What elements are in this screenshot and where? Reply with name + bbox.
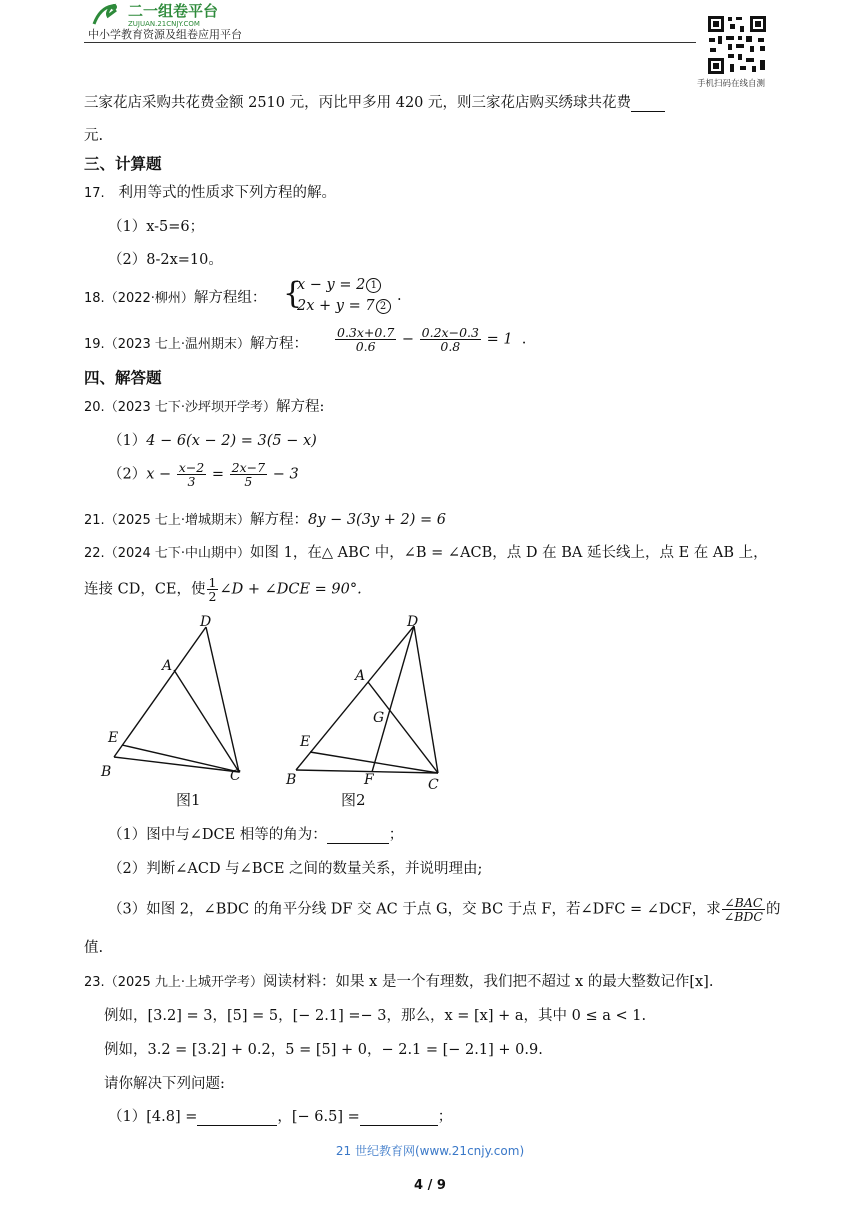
q17-part-2: （2）8-2x=10。	[108, 252, 223, 268]
question-number: 22.	[84, 546, 105, 561]
answer-blank[interactable]	[197, 1109, 277, 1126]
part-label: （2）	[108, 466, 147, 483]
figure-2	[296, 626, 438, 773]
segment-ec	[122, 745, 239, 772]
answer-blank[interactable]	[360, 1109, 438, 1126]
label-e: E	[108, 730, 119, 746]
fraction-numerator: 1	[208, 575, 217, 590]
question-source: （2025 七上·增城期末）	[104, 513, 251, 528]
part-label: （1）	[108, 433, 147, 449]
question-stem: 阅读材料：如果 x 是一个有理数，我们把不超过 x 的最大整数记作[x].	[263, 974, 714, 990]
part-text: （3）如图 2，∠BDC 的角平分线 DF 交 AC 于点 G，交 BC 于点 F，若∠DFC = ∠DCF，求	[108, 901, 721, 918]
header-subtitle: 中小学教育资源及组卷应用平台	[88, 28, 242, 41]
fraction-numerator: ∠BAC	[722, 896, 765, 910]
label-g: G	[373, 710, 385, 726]
qr-caption: 手机扫码在线自测	[697, 79, 766, 89]
segment-bd	[296, 626, 414, 770]
part-text: 的	[765, 901, 781, 918]
q18-end: .	[397, 288, 402, 304]
question-number: 21.	[84, 513, 105, 528]
label-b: B	[286, 772, 297, 788]
question-number: 19.	[84, 337, 105, 352]
fraction	[230, 461, 267, 488]
question-23	[84, 970, 713, 991]
question-number: 18.	[84, 291, 105, 306]
q23-example-2: 例如，3.2 = [3.2] + 0.2，5 = [5] + 0，− 2.1 = [− 2.1] + 0.9.	[104, 1042, 543, 1058]
question-stem: 解方程组：	[193, 290, 267, 306]
section-title-answer: 四、解答题	[84, 369, 162, 387]
label-e: E	[300, 734, 311, 750]
fraction-numerator: 0.3x+0.7	[337, 325, 395, 340]
q22-line-2	[84, 576, 362, 603]
fraction	[177, 461, 206, 488]
system-brace: {	[283, 276, 303, 311]
q22-part-1	[108, 823, 403, 844]
page-number: 4 / 9	[414, 1178, 446, 1193]
question-source: （2023 七上·温州期末）	[104, 337, 251, 352]
qr-code-icon[interactable]	[706, 14, 768, 76]
question-source: （2022·柳州）	[104, 291, 194, 306]
q23-example-1: 例如，[3.2] = 3，[5] = 5，[− 2.1] =− 3，那么，x = [x] + a，其中 0 ≤ a < 1.	[104, 1008, 647, 1024]
question-number: 23.	[84, 975, 105, 990]
q22-part-3	[108, 896, 780, 923]
circled-number: 2	[376, 299, 391, 314]
segment-bc	[114, 757, 239, 772]
operator: −	[401, 331, 415, 348]
circled-number: 1	[366, 278, 381, 293]
question-source: （2025 九上·上城开学考）	[104, 975, 264, 990]
fraction-numerator: x−2	[178, 460, 205, 475]
question-stem: 如图 1，在△ ABC 中，∠B = ∠ACB，点 D 在 BA 延长线上，点 E 在 AB 上，	[250, 545, 768, 561]
question-source: （2024 七下·中山期中）	[104, 546, 251, 561]
question-21	[84, 508, 446, 529]
equation-text: 2x + y = 7	[297, 298, 375, 314]
header-divider	[84, 42, 696, 43]
question-stem: 解方程：	[250, 336, 309, 352]
fraction	[207, 576, 219, 603]
label-b: B	[101, 764, 112, 780]
segment-bd	[114, 627, 206, 757]
fraction-denominator: 0.6	[355, 339, 376, 354]
question-number: 17.	[84, 186, 105, 201]
question-17	[84, 181, 336, 202]
fraction	[335, 326, 396, 353]
answer-blank[interactable]	[327, 827, 389, 844]
q17-part-1: （1）x-5=6；	[108, 219, 205, 235]
equation: 4 − 6(x − 2) = 3(5 − x)	[146, 433, 317, 449]
fraction-denominator: ∠BDC	[723, 909, 763, 924]
fraction-denominator: 5	[244, 474, 253, 489]
carry-line-1	[84, 91, 665, 112]
equation-part: x −	[146, 466, 172, 483]
segment-dc	[414, 626, 438, 773]
label-a: A	[355, 668, 366, 684]
question-number: 20.	[84, 400, 105, 415]
question-stem: 解方程：	[250, 512, 309, 528]
section-title-calc: 三、计算题	[84, 155, 162, 173]
carry-line-2: 元.	[84, 128, 104, 144]
part-text: ，[− 6.5] =	[277, 1109, 360, 1125]
carry-text: 三家花店采购共花费金额 2510 元，丙比甲多用 420 元，则三家花店购买绣球共花费	[84, 95, 632, 111]
segment-ac	[368, 682, 438, 773]
label-d: D	[407, 614, 419, 630]
fraction-denominator: 0.8	[440, 339, 461, 354]
geometry-figures	[96, 612, 456, 812]
q23-part-1	[108, 1105, 452, 1126]
fraction-denominator: 3	[187, 474, 196, 489]
figure-1-caption: 图1	[176, 791, 201, 809]
segment-dc	[206, 627, 239, 772]
fraction	[420, 326, 481, 353]
question-19	[84, 332, 308, 353]
footer-link[interactable]: 21 世纪教育网(www.21cnjy.com)	[335, 1144, 525, 1158]
fraction-numerator: 2x−7	[231, 460, 266, 475]
question-stem: 利用等式的性质求下列方程的解。	[118, 185, 337, 201]
equation-rhs: = 1	[486, 331, 513, 348]
label-f: F	[364, 772, 374, 788]
equation-part: − 3	[272, 466, 299, 483]
question-18	[84, 286, 266, 307]
logo-text: 二一组卷平台	[128, 2, 219, 20]
fraction-denominator: 2	[208, 589, 217, 604]
question-20	[84, 395, 324, 416]
segment-ac	[174, 670, 239, 772]
stem-text: ∠D + ∠DCE = 90°.	[219, 581, 362, 598]
segment-df	[372, 626, 414, 772]
figure-2-caption: 图2	[341, 791, 366, 809]
figure-1	[114, 627, 239, 772]
answer-blank[interactable]	[631, 95, 665, 112]
q19-end: .	[521, 331, 527, 348]
part-end: ；	[437, 1109, 453, 1125]
q20-part-1	[108, 429, 317, 450]
q22-part-3-end: 值.	[84, 940, 104, 956]
part-end: ；	[388, 827, 404, 843]
q20-part-2	[108, 461, 299, 488]
question-source: （2023 七下·沙坪坝开学考）	[104, 400, 277, 415]
fraction-numerator: 0.2x−0.3	[421, 325, 479, 340]
segment-ec	[310, 752, 438, 773]
stem-text: 连接 CD，CE，使	[84, 581, 206, 598]
q18-equation-2	[297, 298, 391, 314]
equation-text: x − y = 2	[297, 277, 366, 293]
question-stem: 解方程:	[276, 399, 325, 415]
label-d: D	[200, 614, 212, 630]
part-text: （1）图中与∠DCE 相等的角为：	[108, 827, 327, 843]
logo-image	[88, 2, 268, 28]
q18-equation-1	[297, 277, 381, 293]
q22-part-2: （2）判断∠ACD 与∠BCE 之间的数量关系，并说明理由;	[108, 861, 483, 877]
label-c: C	[230, 768, 241, 784]
q19-equation	[334, 326, 526, 353]
operator: =	[211, 466, 225, 483]
q23-ask: 请你解决下列问题:	[104, 1076, 225, 1092]
equation: 8y − 3(3y + 2) = 6	[308, 512, 446, 528]
fraction	[722, 896, 765, 923]
logo-url-text: ZUJUAN.21CNJY.COM	[128, 20, 200, 28]
label-c: C	[428, 777, 439, 793]
part-text: （1）[4.8] =	[108, 1109, 198, 1125]
question-22	[84, 541, 768, 562]
label-a: A	[162, 658, 173, 674]
